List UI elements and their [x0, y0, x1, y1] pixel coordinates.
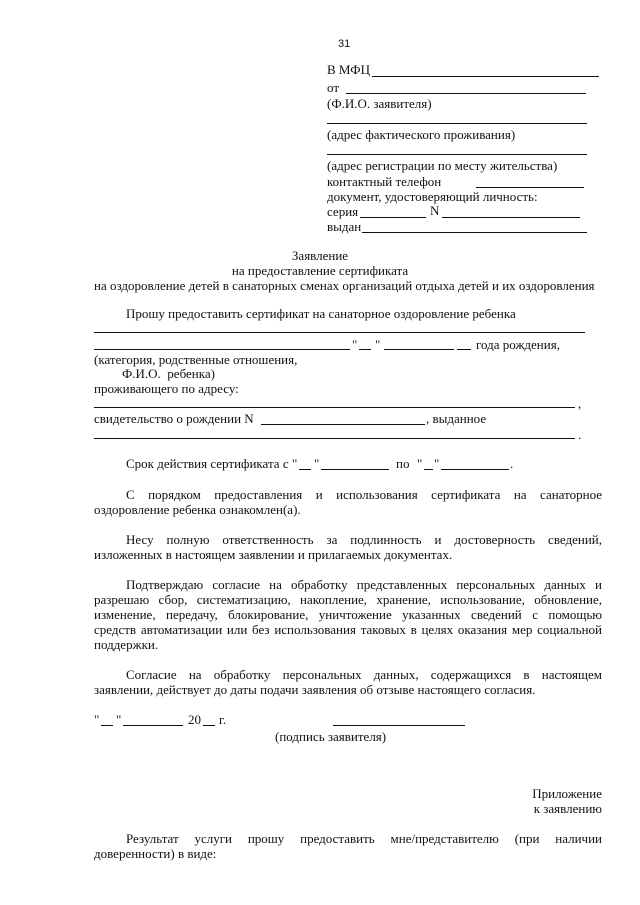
- phone-field-line[interactable]: [476, 187, 584, 188]
- result-line-2: доверенности) в виде:: [94, 846, 217, 861]
- birth-year-label: года рождения,: [476, 337, 560, 352]
- birth-date-quote-open: ": [352, 337, 358, 352]
- from-label: от: [327, 80, 340, 95]
- appendix-line-1: Приложение: [532, 786, 602, 801]
- validity-to-quote-close: ": [434, 456, 440, 471]
- title-line-1: Заявление: [291, 248, 349, 263]
- number-field-line[interactable]: [442, 217, 580, 218]
- validity-consent-line-2: заявлении, действует до даты подачи заявления об отзыве настоящего согласия.: [94, 682, 536, 697]
- consent-line-2: разрешаю сбор, систематизацию, накопление, хранение, использование, обновление,: [94, 592, 602, 607]
- birth-year-line[interactable]: [457, 349, 471, 350]
- title-line-3: на оздоровление детей в санаторных сменах организаций отдыха детей и их оздоровления: [94, 278, 595, 293]
- validity-from-quote-close: ": [314, 456, 320, 471]
- sign-date-quote-open: ": [94, 712, 100, 727]
- applicant-name-hint: (Ф.И.О. заявителя): [327, 96, 432, 111]
- birth-cert-issuer-line[interactable]: [94, 438, 575, 439]
- registration-address-line[interactable]: [327, 154, 587, 155]
- series-field-line[interactable]: [360, 217, 426, 218]
- validity-consent-line-1: Согласие на обработку персональных данных, содержащихся в настоящем: [126, 667, 602, 682]
- child-line-2[interactable]: [94, 349, 350, 350]
- consent-line-4: средств автоматизации или без использования таковых в целях оказания мер социальной: [94, 622, 602, 637]
- title-line-2: на предоставление сертификата: [231, 263, 409, 278]
- sign-year-prefix: 20: [188, 712, 201, 727]
- validity-to-month-line[interactable]: [441, 469, 509, 470]
- sign-month-line[interactable]: [123, 725, 183, 726]
- birth-date-quote-close: ": [375, 337, 381, 352]
- child-line-1[interactable]: [94, 332, 585, 333]
- page-number: 31: [338, 38, 351, 50]
- validity-end: .: [510, 456, 514, 471]
- category-hint: (категория, родственные отношения,: [94, 352, 298, 367]
- issued-by-label: , выданное: [426, 411, 487, 426]
- birth-month-line[interactable]: [384, 349, 454, 350]
- request-intro: Прошу предоставить сертификат на санаторное оздоровление ребенка: [126, 306, 516, 321]
- familiar-line-1: С порядком предоставления и использования сертификата на санаторное: [126, 487, 602, 502]
- responsibility-line-1: Несу полную ответственность за подлинность и достоверность сведений,: [126, 532, 602, 547]
- familiar-line-2: оздоровление ребенка ознакомлен(а).: [94, 502, 301, 517]
- series-label: серия: [327, 204, 359, 219]
- issued-field-line[interactable]: [362, 232, 587, 233]
- birth-day-line[interactable]: [359, 349, 371, 350]
- phone-label: контактный телефон: [327, 174, 442, 189]
- consent-line-3: изменение, передачу, блокирование, уничтожение указанных сведений с помощью: [94, 607, 602, 622]
- registration-address-hint: (адрес регистрации по месту жительства): [327, 158, 558, 173]
- issuer-period: .: [578, 427, 582, 442]
- issued-label: выдан: [327, 219, 362, 234]
- sign-date-quote-close: ": [116, 712, 122, 727]
- applicant-name-line[interactable]: [346, 93, 586, 94]
- sign-year-line[interactable]: [203, 725, 215, 726]
- sign-day-line[interactable]: [101, 725, 113, 726]
- validity-from-month-line[interactable]: [321, 469, 389, 470]
- child-name-hint: Ф.И.О. ребенка): [122, 366, 215, 381]
- signature-hint: (подпись заявителя): [275, 729, 387, 744]
- id-document-label: документ, удостоверяющий личность:: [327, 189, 538, 204]
- recipient-label: В МФЦ: [327, 62, 370, 77]
- validity-to-quote-open: ": [417, 456, 423, 471]
- residing-label: проживающего по адресу:: [94, 381, 239, 396]
- validity-to-label: по: [396, 456, 410, 471]
- birth-cert-label: свидетельство о рождении N: [94, 411, 254, 426]
- consent-line-1: Подтверждаю согласие на обработку представленных персональных данных и: [126, 577, 602, 592]
- recipient-field-line[interactable]: [372, 76, 599, 77]
- child-address-line[interactable]: [94, 407, 575, 408]
- signature-line[interactable]: [333, 725, 465, 726]
- consent-line-5: поддержки.: [94, 637, 159, 652]
- validity-label: Срок действия сертификата с: [126, 456, 289, 471]
- validity-from-quote-open: ": [292, 456, 298, 471]
- result-line-1: Результат услуги прошу предоставить мне/представителю (при наличии: [126, 831, 602, 846]
- address-comma: ,: [578, 396, 582, 411]
- validity-from-day-line[interactable]: [299, 469, 311, 470]
- birth-cert-number-line[interactable]: [261, 424, 425, 425]
- appendix-line-2: к заявлению: [533, 801, 602, 816]
- validity-to-day-line[interactable]: [424, 469, 433, 470]
- actual-address-hint: (адрес фактического проживания): [327, 127, 516, 142]
- responsibility-line-2: изложенных в настоящем заявлении и прилагаемых документах.: [94, 547, 453, 562]
- number-label: N: [430, 203, 440, 218]
- sign-year-suffix: г.: [219, 712, 227, 727]
- actual-address-line[interactable]: [327, 123, 587, 124]
